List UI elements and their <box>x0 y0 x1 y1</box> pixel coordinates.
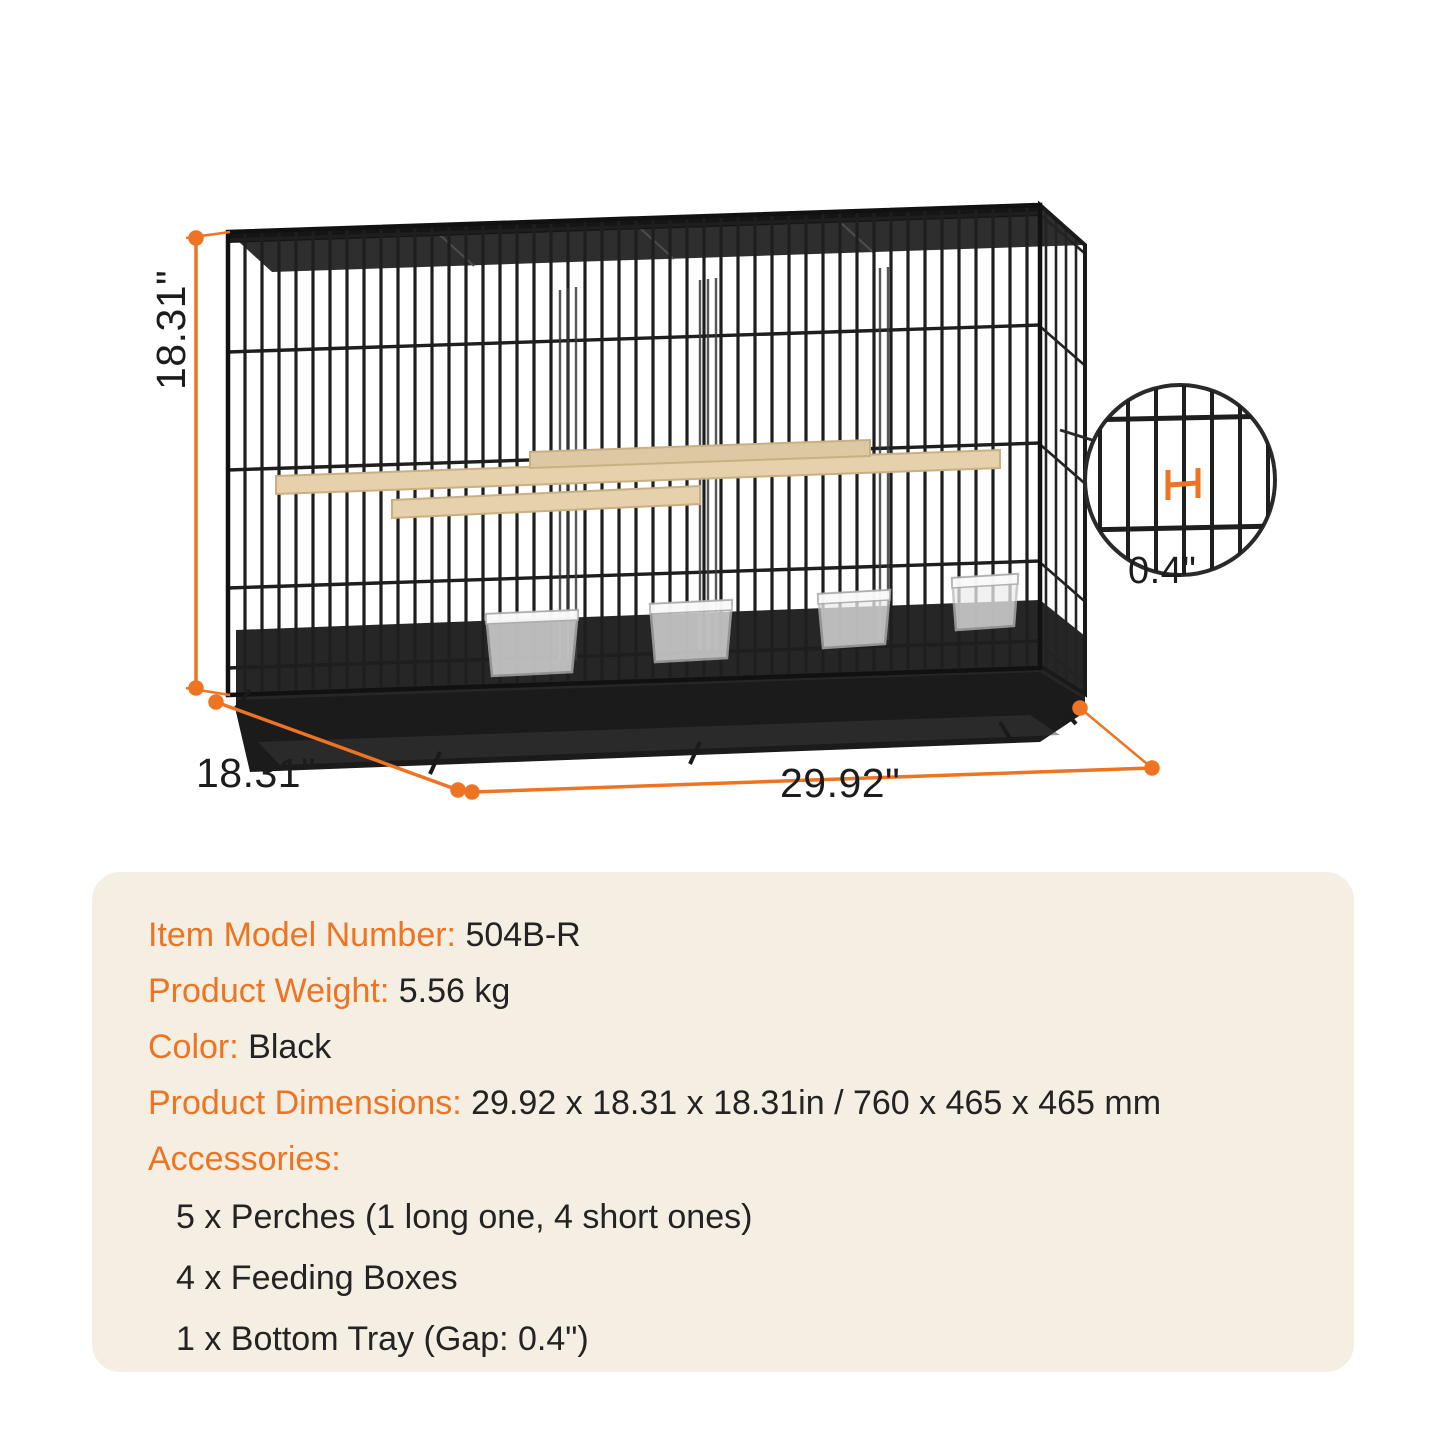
spec-row-dimensions <box>148 1086 1298 1120</box>
dimension-gap-label: 0.4" <box>1128 550 1197 592</box>
spec-row-accessories <box>148 1142 1298 1176</box>
spec-key-model: Item Model Number: <box>148 916 456 954</box>
specifications-panel <box>92 872 1354 1372</box>
spec-value-weight: 5.56 kg <box>398 972 511 1010</box>
accessory-item: 4 x Feeding Boxes <box>176 1259 458 1297</box>
spec-value-dimensions: 29.92 x 18.31 x 18.31in / 760 x 465 x 465 mm <box>471 1084 1162 1122</box>
spec-key-weight: Product Weight: <box>148 972 390 1010</box>
dimension-width-label: 29.92" <box>780 760 901 806</box>
spec-row-weight <box>148 974 1298 1008</box>
spec-key-color: Color: <box>148 1028 239 1066</box>
spec-key-dimensions: Product Dimensions: <box>148 1084 462 1122</box>
spec-value-model: 504B-R <box>465 916 581 954</box>
dimension-depth-label: 18.31" <box>196 750 317 796</box>
spec-key-accessories: Accessories: <box>148 1140 341 1178</box>
accessory-item: 5 x Perches (1 long one, 4 short ones) <box>176 1198 753 1236</box>
dimension-height-label: 18.31" <box>148 269 194 390</box>
accessory-item: 1 x Bottom Tray (Gap: 0.4") <box>176 1320 589 1358</box>
spec-value-color: Black <box>248 1028 332 1066</box>
spec-row-color <box>148 1030 1298 1064</box>
spec-row-model <box>148 918 1298 952</box>
